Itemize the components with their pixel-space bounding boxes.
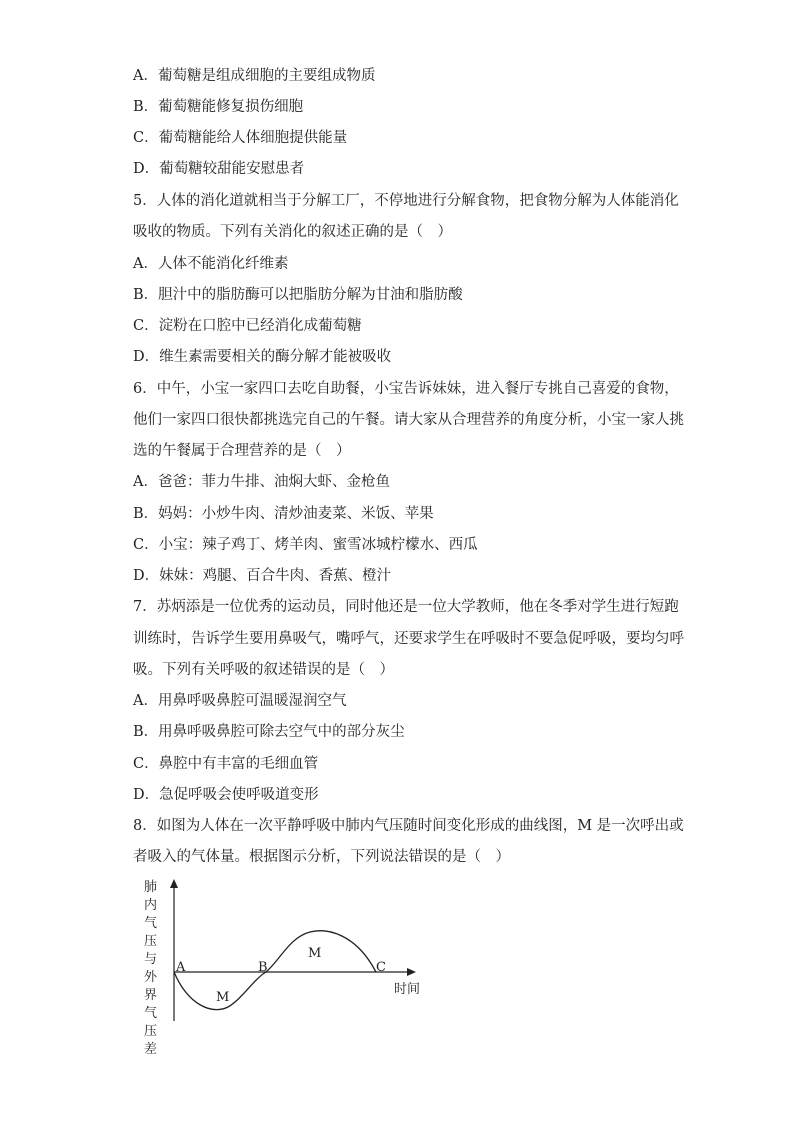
q7-stem-line-2: 训练时，告诉学生要用鼻吸气，嘴呼气，还要求学生在呼吸时不要急促呼吸，要均匀呼	[133, 631, 684, 647]
q5-stem-line-1: 5．人体的消化道就相当于分解工厂，不停地进行分解食物，把食物分解为人体能消化	[133, 193, 679, 209]
q4-option-b: B．葡萄糖能修复损伤细胞	[133, 99, 304, 115]
y-axis-label	[144, 879, 158, 1055]
pressure-curve-figure	[140, 875, 440, 1055]
q6-option-a: A．爸爸：菲力牛排、油焖大虾、金枪鱼	[133, 474, 390, 490]
point-a-label: A	[176, 960, 186, 975]
q6-option-b: B．妈妈：小炒牛肉、清炒油麦菜、米饭、苹果	[133, 506, 434, 522]
y-axis-char: 气	[144, 1006, 158, 1021]
q5-stem-line-2: 吸收的物质。下列有关消化的叙述正确的是（ ）	[133, 224, 452, 240]
q7-option-d: D．急促呼吸会使呼吸道变形	[133, 787, 319, 803]
q4-option-a: A．葡萄糖是组成细胞的主要组成物质	[133, 68, 376, 84]
y-axis-char: 与	[144, 952, 158, 967]
q5-option-b: B．胆汁中的脂肪酶可以把脂肪分解为甘油和脂肪酸	[133, 287, 463, 303]
q4-option-d: D．葡萄糖较甜能安慰患者	[133, 161, 305, 177]
q7-option-b: B．用鼻呼吸鼻腔可除去空气中的部分灰尘	[133, 724, 405, 740]
y-axis-char: 气	[144, 916, 158, 931]
q7-stem-line-1: 7．苏炳添是一位优秀的运动员，同时他还是一位大学教师，他在冬季对学生进行短跑	[133, 599, 679, 615]
q7-stem-line-3: 吸。下列有关呼吸的叙述错误的是（ ）	[133, 662, 394, 678]
y-axis-char: 外	[144, 970, 158, 985]
y-axis-char: 差	[144, 1042, 158, 1055]
q7-option-a: A．用鼻呼吸鼻腔可温暖湿润空气	[133, 693, 347, 709]
y-axis-char: 界	[144, 988, 158, 1003]
q5-option-d: D．维生素需要相关的酶分解才能被吸收	[133, 349, 392, 365]
lower-m-label: M	[216, 990, 230, 1005]
q5-option-c: C．淀粉在口腔中已经消化成葡萄糖	[133, 318, 362, 334]
y-axis-char: 压	[144, 934, 158, 949]
q4-option-c: C．葡萄糖能给人体细胞提供能量	[133, 130, 348, 146]
point-c-label: C	[376, 960, 386, 975]
x-axis-arrow	[407, 968, 416, 976]
pressure-curve-svg	[140, 875, 440, 1055]
y-axis-char: 肺	[144, 880, 158, 895]
y-axis-arrow	[170, 879, 178, 888]
y-axis-char: 压	[144, 1024, 158, 1039]
q5-option-a: A．人体不能消化纤维素	[133, 256, 289, 272]
y-axis-char: 内	[144, 898, 158, 913]
point-b-label: B	[258, 960, 268, 975]
q8-stem-line-1: 8．如图为人体在一次平静呼吸中肺内气压随时间变化形成的曲线图，M 是一次呼出或	[133, 818, 684, 834]
pressure-curve	[174, 931, 376, 1010]
q6-option-d: D．妹妹：鸡腿、百合牛肉、香蕉、橙汁	[133, 568, 392, 584]
upper-m-label: M	[308, 946, 322, 961]
q6-stem-line-2: 他们一家四口很快都挑选完自己的午餐。请大家从合理营养的角度分析，小宝一家人挑	[133, 412, 684, 428]
q6-stem-line-3: 选的午餐属于合理营养的是（ ）	[133, 443, 351, 459]
q6-option-c: C．小宝：辣子鸡丁、烤羊肉、蜜雪冰城柠檬水、西瓜	[133, 537, 478, 553]
x-axis-label: 时间	[394, 982, 421, 997]
q8-stem-line-2: 者吸入的气体量。根据图示分析，下列说法错误的是（ ）	[133, 849, 510, 865]
q6-stem-line-1: 6．中午，小宝一家四口去吃自助餐，小宝告诉妹妹，进入餐厅专挑自己喜爱的食物，	[133, 381, 679, 397]
q7-option-c: C．鼻腔中有丰富的毛细血管	[133, 756, 319, 772]
